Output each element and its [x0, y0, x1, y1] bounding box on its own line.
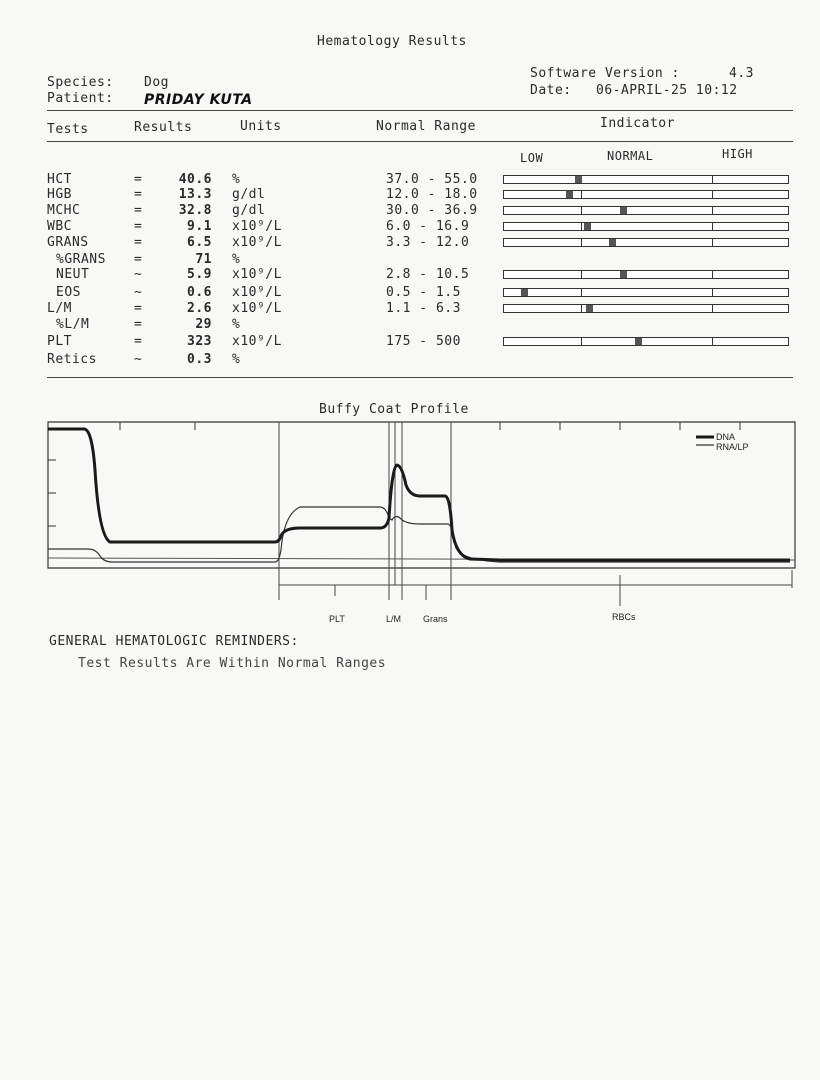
normal-range: 37.0 - 55.0	[386, 172, 478, 187]
buffy-title: Buffy Coat Profile	[319, 402, 469, 417]
unit: x10⁹/L	[232, 334, 282, 349]
unit: %	[232, 252, 241, 267]
table-row	[0, 172, 820, 188]
result-value: 13.3	[178, 187, 212, 202]
result-value: 2.6	[187, 301, 212, 316]
zone-brackets	[279, 570, 792, 606]
low-normal-divider	[581, 288, 582, 297]
normal-high-divider	[712, 175, 713, 184]
test-name: PLT	[47, 334, 72, 349]
unit: x10⁹/L	[232, 267, 282, 282]
indicator-marker	[635, 338, 642, 345]
comparison-sign: =	[134, 203, 143, 218]
test-name: %L/M	[56, 317, 90, 332]
buffy-coat-chart	[0, 410, 820, 640]
normal-range: 3.3 - 12.0	[386, 235, 470, 250]
table-row	[0, 334, 820, 350]
header-divider	[47, 110, 793, 111]
low-normal-divider	[581, 238, 582, 247]
indicator-bar	[503, 337, 789, 346]
normal-high-divider	[712, 304, 713, 313]
top-axis-ticks	[120, 422, 740, 430]
results-bottom-divider	[47, 377, 793, 378]
test-name: EOS	[56, 285, 81, 300]
test-name: L/M	[47, 301, 72, 316]
indicator-marker	[609, 239, 616, 246]
table-row	[0, 235, 820, 251]
unit: %	[232, 172, 241, 187]
normal-high-divider	[712, 288, 713, 297]
test-name: %GRANS	[56, 252, 106, 267]
result-value: 71	[195, 252, 212, 267]
normal-range: 6.0 - 16.9	[386, 219, 470, 234]
software-version-value: 4.3	[729, 66, 754, 81]
normal-high-divider	[712, 238, 713, 247]
unit: x10⁹/L	[232, 301, 282, 316]
indicator-bar	[503, 222, 789, 231]
comparison-sign: ~	[134, 285, 143, 300]
col-normal-range: Normal Range	[376, 119, 476, 134]
col-units: Units	[240, 119, 282, 134]
col-tests: Tests	[47, 122, 89, 137]
indicator-bar	[503, 206, 789, 215]
comparison-sign: =	[134, 252, 143, 267]
unit: x10⁹/L	[232, 285, 282, 300]
indicator-bar	[503, 304, 789, 313]
indicator-bar	[503, 238, 789, 247]
normal-range: 30.0 - 36.9	[386, 203, 478, 218]
result-value: 0.3	[187, 352, 212, 367]
unit: x10⁹/L	[232, 235, 282, 250]
unit: g/dl	[232, 187, 266, 202]
result-value: 29	[195, 317, 212, 332]
result-value: 6.5	[187, 235, 212, 250]
normal-high-divider	[712, 206, 713, 215]
unit: x10⁹/L	[232, 219, 282, 234]
result-value: 323	[187, 334, 212, 349]
comparison-sign: =	[134, 235, 143, 250]
indicator-marker	[584, 223, 591, 230]
normal-range: 175 - 500	[386, 334, 461, 349]
dna-curve	[48, 429, 790, 560]
result-value: 40.6	[178, 172, 212, 187]
species-label: Species:	[47, 75, 114, 90]
indicator-low-label: LOW	[520, 151, 544, 165]
comparison-sign: =	[134, 334, 143, 349]
test-name: GRANS	[47, 235, 89, 250]
indicator-marker	[566, 191, 573, 198]
zone-label-plt: PLT	[329, 614, 345, 624]
comparison-sign: =	[134, 301, 143, 316]
reminders-heading: GENERAL HEMATOLOGIC REMINDERS:	[49, 634, 299, 649]
comparison-sign: ~	[134, 352, 143, 367]
unit: g/dl	[232, 203, 266, 218]
test-name: MCHC	[47, 203, 81, 218]
normal-high-divider	[712, 337, 713, 346]
zone-label-grans: Grans	[423, 614, 448, 624]
patient-label: Patient:	[47, 91, 114, 106]
indicator-high-label: HIGH	[722, 147, 753, 161]
test-name: WBC	[47, 219, 72, 234]
normal-range: 2.8 - 10.5	[386, 267, 470, 282]
left-axis-ticks	[48, 460, 56, 526]
indicator-bar	[503, 288, 789, 297]
comparison-sign: =	[134, 187, 143, 202]
table-row	[0, 203, 820, 219]
result-value: 5.9	[187, 267, 212, 282]
species-value: Dog	[144, 75, 169, 90]
table-row	[0, 219, 820, 235]
buffy-legend	[696, 432, 749, 452]
indicator-marker	[575, 176, 582, 183]
legend-rna-label: RNA/LP	[716, 442, 749, 452]
unit: %	[232, 352, 241, 367]
table-row	[0, 267, 820, 283]
low-normal-divider	[581, 337, 582, 346]
low-normal-divider	[581, 304, 582, 313]
normal-range: 12.0 - 18.0	[386, 187, 478, 202]
normal-high-divider	[712, 190, 713, 199]
comparison-sign: =	[134, 317, 143, 332]
table-row	[0, 285, 820, 301]
test-name: HGB	[47, 187, 72, 202]
zone-separators	[279, 422, 451, 600]
zone-label-lm: L/M	[386, 614, 402, 624]
date-label: Date:	[530, 83, 572, 98]
report-title: Hematology Results	[317, 34, 467, 49]
low-normal-divider	[581, 270, 582, 279]
indicator-bar	[503, 190, 789, 199]
col-indicator: Indicator	[600, 116, 675, 131]
comparison-sign: =	[134, 219, 143, 234]
indicator-normal-label: NORMAL	[607, 149, 654, 163]
indicator-bar	[503, 175, 789, 184]
comparison-sign: ~	[134, 267, 143, 282]
low-normal-divider	[581, 222, 582, 231]
table-row	[0, 317, 820, 333]
indicator-bar	[503, 270, 789, 279]
table-row	[0, 301, 820, 317]
date-value: 06-APRIL-25 10:12	[596, 83, 738, 98]
rna-lp-curve	[48, 507, 790, 562]
low-normal-divider	[581, 206, 582, 215]
indicator-marker	[620, 271, 627, 278]
test-name: NEUT	[56, 267, 90, 282]
normal-high-divider	[712, 222, 713, 231]
table-row	[0, 352, 820, 368]
indicator-marker	[521, 289, 528, 296]
patient-name: PRIDAY KUTA	[144, 92, 253, 108]
table-row	[0, 252, 820, 268]
zone-label-rbcs: RBCs	[612, 612, 636, 622]
software-version-label: Software Version :	[530, 66, 680, 81]
result-value: 9.1	[187, 219, 212, 234]
column-header-divider	[47, 141, 793, 142]
normal-range: 1.1 - 6.3	[386, 301, 461, 316]
normal-high-divider	[712, 270, 713, 279]
table-row	[0, 187, 820, 203]
low-normal-divider	[581, 190, 582, 199]
indicator-marker	[620, 207, 627, 214]
legend-dna-label: DNA	[716, 432, 736, 442]
test-name: HCT	[47, 172, 72, 187]
result-value: 0.6	[187, 285, 212, 300]
unit: %	[232, 317, 241, 332]
test-name: Retics	[47, 352, 97, 367]
col-results: Results	[134, 120, 193, 135]
result-value: 32.8	[178, 203, 212, 218]
indicator-marker	[586, 305, 593, 312]
comparison-sign: =	[134, 172, 143, 187]
normal-range: 0.5 - 1.5	[386, 285, 461, 300]
reminders-text: Test Results Are Within Normal Ranges	[78, 656, 387, 671]
